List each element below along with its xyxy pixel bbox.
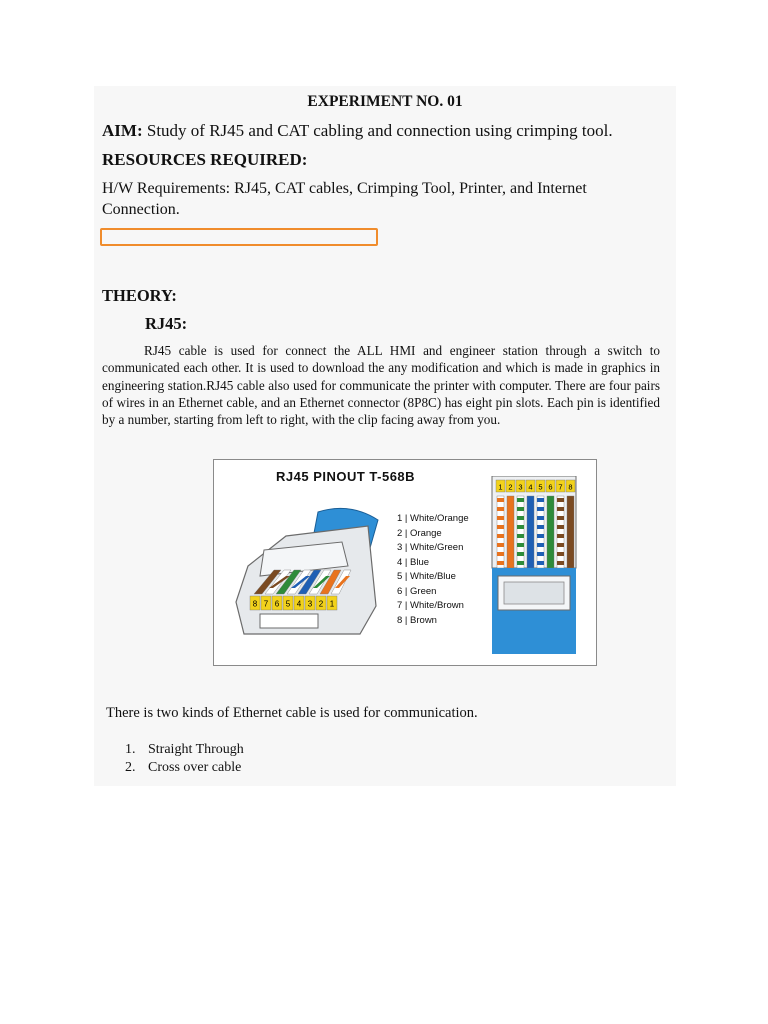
rj45-pinout-figure: [213, 459, 597, 666]
wire-stripe: [517, 561, 524, 565]
wire-stripe: [517, 516, 524, 520]
pin-8-label: 8 | Brown: [397, 614, 437, 626]
wire-stripe: [537, 543, 544, 547]
wire-2: [507, 496, 514, 568]
ethernet-sentence: There is two kinds of Ethernet cable is used for communication.: [106, 705, 478, 721]
wire-stripe: [517, 498, 524, 502]
figure-title: RJ45 PINOUT T-568B: [276, 469, 416, 484]
wire-stripe: [537, 507, 544, 511]
pin-3-label: 3 | White/Green: [397, 542, 464, 553]
pin-number: 4: [528, 482, 533, 492]
pin-number: 7: [263, 599, 269, 609]
pin-number: 5: [538, 482, 543, 492]
wire-stripe: [537, 552, 544, 556]
wire-stripe: [557, 525, 564, 529]
aim-label: AIM:: [102, 121, 143, 140]
pin-7-label: 7 | White/Brown: [397, 600, 464, 611]
wire-stripe: [497, 534, 504, 538]
wire-6: [547, 496, 554, 568]
wire-4: [527, 496, 534, 568]
wire-stripe: [517, 525, 524, 529]
wire-3: [517, 496, 524, 568]
wire-stripe: [557, 543, 564, 547]
wire-8: [567, 496, 574, 568]
pin-number: 4: [296, 599, 302, 609]
pin-number: 1: [498, 482, 503, 492]
list-item: [125, 741, 244, 759]
wire-stripe: [537, 516, 544, 520]
wire-stripe: [557, 534, 564, 538]
wire-stripe: [557, 516, 564, 520]
pin-number: 6: [274, 599, 280, 609]
pin-5-label: 5 | White/Blue: [397, 571, 456, 582]
pin-2-label: 2 | Orange: [397, 527, 442, 539]
rj45-plug-illustration: [230, 502, 380, 647]
wire-stripe: [497, 525, 504, 529]
wire-stripe: [537, 498, 544, 502]
wire-stripe: [517, 534, 524, 538]
list-number: 2.: [125, 759, 136, 775]
hw-requirements: H/W Requirements: RJ45, CAT cables, Crimping Tool, Printer, and Internet Connection.: [102, 180, 587, 218]
theory-heading: THEORY:: [102, 286, 177, 305]
pin-number: 8: [252, 599, 258, 609]
wire-stripe: [497, 552, 504, 556]
wire-stripe: [517, 543, 524, 547]
wire-stripe: [557, 507, 564, 511]
rj45-front-illustration: [484, 476, 584, 656]
wire-1: [497, 496, 504, 568]
wire-stripe: [517, 507, 524, 511]
highlight-box: [100, 228, 378, 246]
experiment-title: EXPERIMENT NO. 01: [307, 93, 463, 110]
wire-5: [537, 496, 544, 568]
list-item: [125, 759, 244, 777]
pin-number: 1: [329, 599, 335, 609]
wire-stripe: [537, 525, 544, 529]
pin-4-label: 4 | Blue: [397, 556, 430, 568]
wire-stripe: [557, 552, 564, 556]
resources-heading: RESOURCES REQUIRED:: [102, 150, 308, 169]
pin-number: 2: [318, 599, 324, 609]
pin-number: 3: [518, 482, 523, 492]
wire-stripe: [537, 534, 544, 538]
list-label: Straight Through: [148, 742, 244, 757]
list-label: Cross over cable: [148, 759, 242, 775]
pin-number: 5: [285, 599, 291, 609]
list-number: 1.: [125, 742, 136, 757]
pin-number: 6: [548, 482, 553, 492]
aim-line: [102, 121, 613, 141]
wire-stripe: [557, 561, 564, 565]
pin-number: 8: [568, 482, 573, 492]
wire-stripe: [537, 561, 544, 565]
wire-stripe: [557, 498, 564, 502]
wire-7: [557, 496, 564, 568]
wire-stripe: [497, 516, 504, 520]
wire-stripe: [497, 507, 504, 511]
wire-stripe: [497, 561, 504, 565]
pin-number: 7: [558, 482, 563, 492]
cable-types-list: [125, 741, 244, 776]
pin-1-label: 1 | White/Orange: [397, 513, 469, 524]
rj45-heading: RJ45:: [145, 314, 188, 333]
pin-6-label: 6 | Green: [397, 585, 437, 597]
pin-number: 2: [508, 482, 513, 492]
aim-text: Study of RJ45 and CAT cabling and connection using crimping tool.: [142, 121, 613, 140]
pin-color-list: [397, 512, 469, 628]
pin-number: 3: [307, 599, 313, 609]
wire-stripe: [497, 498, 504, 502]
wire-stripe: [497, 543, 504, 547]
wire-stripe: [517, 552, 524, 556]
rj45-paragraph: RJ45 cable is used for connect the ALL HMI and engineer station through a switch to communicated each other. It is used to download the any modification and which is made in graphics in engineering station.RJ45 cable also used for communicate the printer with computer. There are four pairs of wires in an Ethernet cable, and an Ethernet connector (8P8C) has eight pin slots. Each pin is identified by a number, starting from left to right, with the clip facing away from you.: [102, 343, 660, 428]
